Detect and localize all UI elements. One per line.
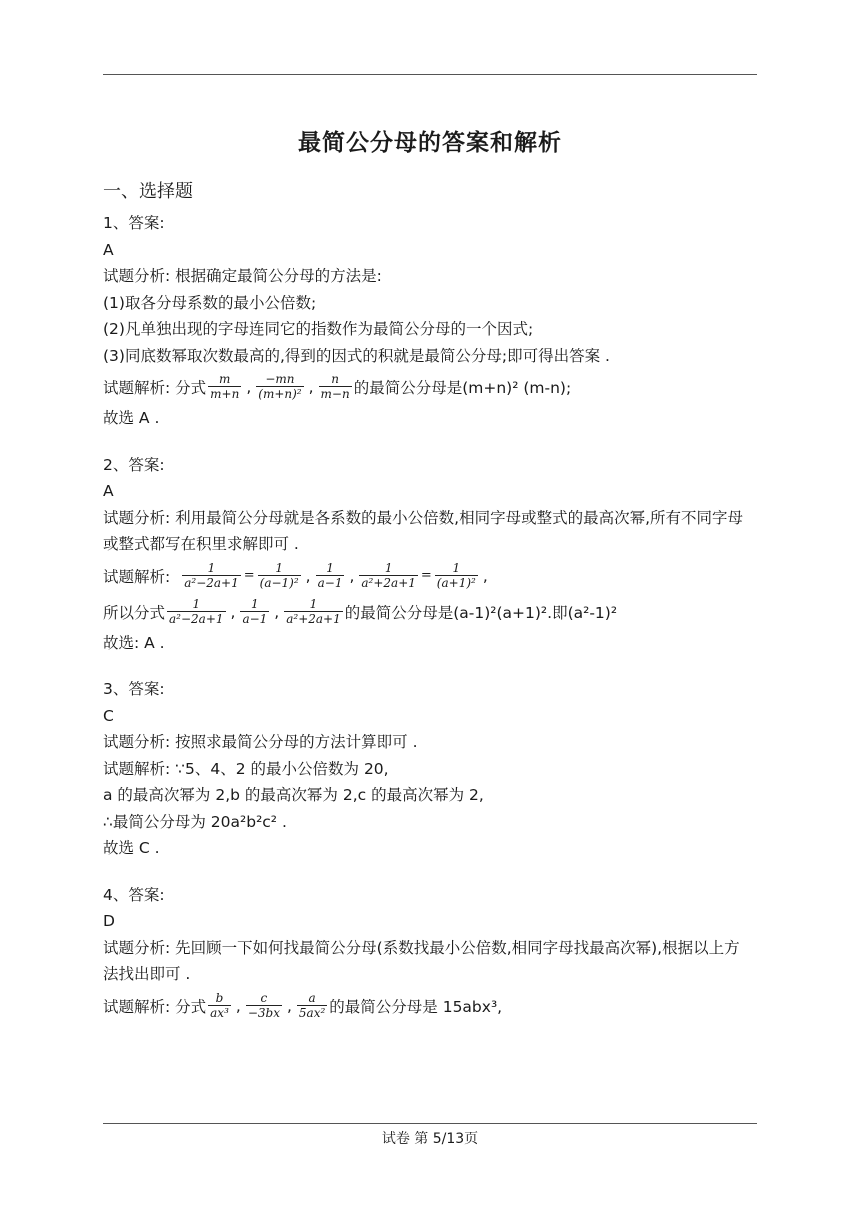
fraction: $\frac{c}{-3bx}$ [247, 990, 280, 1020]
fraction: $\frac{-mn}{\text{(m+n)²}}$ [258, 372, 302, 401]
q4-solution: 试题解析: 分式 $\frac{b}{\text{ax³}}$ , $\frac{c}{-3bx}$ , $\frac{a}{\text{5ax²}}$ 的最简公分母是 15abx³, [103, 990, 503, 1020]
q2-solution: 试题解析: $\frac{1}{\text{a²−2a+1}}$ = $\frac{1}{\text{(a−1)²}}$ , $\frac{1}{a-1}$ , $\frac{1}{\text{a²+2a+1}}$ = $\frac{1}{\text{(a+1)²}}$ , [103, 560, 488, 590]
fraction: $\frac{1}{a-1}$ [242, 596, 268, 626]
question-1 [103, 210, 763, 432]
q3-line: 故选 C . [103, 839, 160, 857]
q4-head: 4、答案: [103, 885, 165, 904]
q3-line: 试题分析: 按照求最简公分母的方法计算即可 . [103, 733, 418, 751]
section-heading: 一、选择题 [103, 181, 193, 202]
q2-choice: 故选: A . [103, 633, 165, 652]
top-rule [103, 74, 757, 75]
fraction: $\frac{1}{\text{a²+2a+1}}$ [286, 596, 341, 626]
fraction: $\frac{1}{a-1}$ [317, 560, 343, 590]
q2-solution-prefix: 试题解析: [103, 567, 171, 586]
document-body [103, 178, 763, 1024]
q2-line-2: 所以分式 $\frac{1}{\text{a²−2a+1}}$ , $\frac{1}{a-1}$ , $\frac{1}{\text{a²+2a+1}}$ 的最简公分母是(a-1)²(a+1)².即(a²-1)² [103, 596, 618, 626]
fraction: $\frac{m}{m+n}$ [210, 372, 240, 401]
q1-solution: 试题解析: 分式 $\frac{m}{m+n}$ , $\frac{-mn}{\text{(m+n)²}}$ , $\frac{n}{m-n}$ 的最简公分母是(m+n)² (m-n); [103, 372, 572, 401]
q2-line2-suffix: 的最简公分母是(a-1)²(a+1)².即(a²-1)² [344, 603, 618, 622]
q1-choice: 故选 A . [103, 409, 160, 427]
q2-analysis: 试题分析: 利用最简公分母就是各系数的最小公倍数,相同字母或整式的最高次幂,所有不同字母或整式都写在积里求解即可 . [103, 508, 744, 553]
fraction: $\frac{n}{m-n}$ [320, 372, 350, 401]
q1-step-2: (2)凡单独出现的字母连同它的指数作为最简公分母的一个因式; [103, 320, 534, 338]
q1-solution-prefix: 试题解析: 分式 [103, 379, 207, 397]
page-title: 最简公分母的答案和解析 [298, 130, 562, 156]
page-footer: 试卷 第 5/13页 [381, 1131, 479, 1147]
q1-solution-suffix: 的最简公分母是(m+n)² (m-n); [353, 379, 572, 397]
q4-analysis: 试题分析: 先回顾一下如何找最简公分母(系数找最小公倍数,相同字母找最高次幂),根据以上方法找出即可 . [103, 938, 740, 983]
q3-head: 3、答案: [103, 680, 165, 698]
q3-line: ∴最简公分母为 20a²b²c² . [103, 812, 287, 831]
fraction: $\frac{1}{\text{(a−1)²}}$ [259, 560, 299, 590]
q4-solution-prefix: 试题解析: 分式 [103, 997, 207, 1016]
q1-step-1: (1)取各分母系数的最小公倍数; [103, 293, 317, 312]
fraction: $\frac{1}{\text{a²+2a+1}}$ [361, 560, 416, 590]
fraction: $\frac{1}{\text{a²−2a+1}}$ [169, 596, 224, 626]
q3-line: a 的最高次幂为 2,b 的最高次幂为 2,c 的最高次幂为 2, [103, 786, 484, 804]
question-3 [103, 676, 763, 862]
q4-answer: D [103, 912, 115, 930]
q1-step-3: (3)同底数幂取次数最高的,得到的因式的积就是最简公分母;即可得出答案 . [103, 346, 610, 365]
q1-analysis: 试题分析: 根据确定最简公分母的方法是: [103, 267, 382, 285]
q4-solution-suffix: 的最简公分母是 15abx³, [329, 997, 503, 1016]
q2-head: 2、答案: [103, 455, 165, 474]
question-4 [103, 882, 763, 1024]
question-2 [103, 452, 763, 657]
fraction: $\frac{a}{\text{5ax²}}$ [298, 990, 326, 1020]
q3-line: 试题解析: ∵5、4、2 的最小公倍数为 20, [103, 759, 389, 778]
q1-head: 1、答案: [103, 214, 165, 232]
fraction: $\frac{1}{\text{(a+1)²}}$ [436, 560, 476, 590]
bottom-rule [103, 1123, 757, 1124]
q1-answer: A [103, 240, 114, 259]
q3-answer: C [103, 706, 114, 725]
q2-line2-prefix: 所以分式 [103, 603, 166, 622]
fraction: $\frac{b}{\text{ax³}}$ [210, 990, 229, 1020]
fraction: $\frac{1}{\text{a²−2a+1}}$ [184, 560, 239, 590]
q2-answer: A [103, 482, 114, 500]
